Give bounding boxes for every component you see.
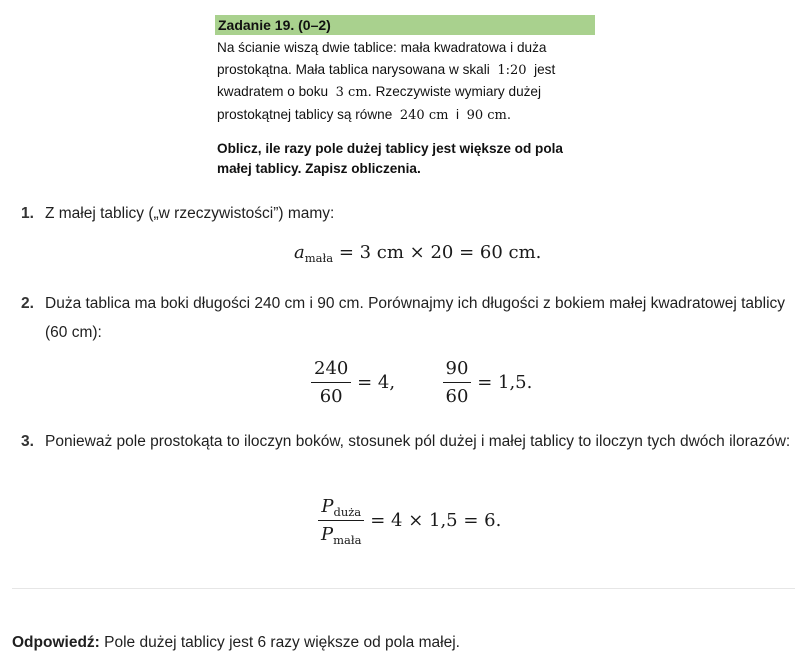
task-line-text: i	[456, 106, 460, 122]
step-text: Ponieważ pole prostokąta to iloczyn boków, stosunek pól dużej i małej tablicy to iloczyn tych dwóch ilorazów:	[45, 433, 791, 450]
relation-text: = 4,	[357, 372, 396, 393]
task-line	[217, 104, 595, 127]
fraction-numerator: 240	[314, 358, 349, 379]
formula-area-ratio	[318, 496, 501, 545]
formula-side-length	[294, 242, 541, 263]
fraction-denominator: 60	[443, 382, 472, 407]
formula-subscript: duża	[333, 505, 362, 519]
formula-subscript: mała	[333, 533, 362, 547]
task-description	[215, 37, 595, 126]
task-line: Na ścianie wiszą dwie tablice: mała kwadratowa i duża	[217, 40, 547, 55]
fraction-denominator: 60	[311, 382, 351, 407]
step-text: Duża tablica ma boki długości 240 cm i 90 cm. Porównajmy ich długości z bokiem małej kwadratowej tablicy (60 cm):	[45, 295, 786, 341]
answer	[12, 634, 460, 652]
formula-variable: P	[321, 524, 334, 545]
fraction-denominator	[318, 520, 364, 545]
task-line-text: prostokątnej tablicy są równe	[217, 106, 393, 122]
scale-value: 1:20	[497, 62, 527, 78]
divider	[12, 588, 795, 589]
dimension-2: 90 cm.	[466, 107, 512, 123]
step-text: Z małej tablicy („w rzeczywistości”) mamy:	[45, 205, 335, 222]
task-header: Zadanie 19. (0–2)	[215, 15, 595, 35]
fraction-area-ratio	[318, 496, 364, 545]
question-line: małej tablicy. Zapisz obliczenia.	[217, 161, 421, 176]
fraction-240-60	[311, 358, 351, 407]
task-box	[215, 15, 595, 179]
fraction-90-60	[443, 358, 472, 407]
fraction-numerator	[318, 496, 364, 520]
task-line-text: kwadratem o boku	[217, 84, 329, 99]
fraction-numerator: 90	[445, 358, 469, 379]
step-number: 3.	[21, 433, 34, 450]
relation-text: = 1,5.	[477, 372, 533, 393]
side-value: 3 cm.	[335, 85, 372, 100]
task-line-text: prostokątna. Mała tablica narysowana w skali	[217, 61, 490, 77]
task-question	[215, 139, 595, 179]
formula-variable: a	[294, 242, 305, 263]
task-line-text: Rzeczywiste wymiary dużej	[375, 84, 542, 99]
formula-expression: = 3 cm × 20 = 60 cm.	[338, 242, 542, 263]
dimension-1: 240 cm	[399, 107, 449, 123]
task-line	[217, 81, 595, 104]
answer-label: Odpowiedź:	[12, 634, 100, 651]
task-line	[217, 59, 595, 82]
answer-text: Pole dużej tablicy jest 6 razy większe od pola małej.	[104, 634, 460, 651]
question-line: Oblicz, ile razy pole dużej tablicy jest większe od pola	[217, 141, 563, 156]
task-line-text: jest	[534, 61, 556, 77]
step-number: 1.	[21, 205, 34, 222]
formula-expression: = 4 × 1,5 = 6.	[370, 510, 502, 531]
formula-subscript: mała	[304, 251, 334, 265]
formula-ratios	[311, 358, 532, 407]
step-number: 2.	[21, 295, 34, 312]
formula-variable: P	[321, 496, 334, 517]
